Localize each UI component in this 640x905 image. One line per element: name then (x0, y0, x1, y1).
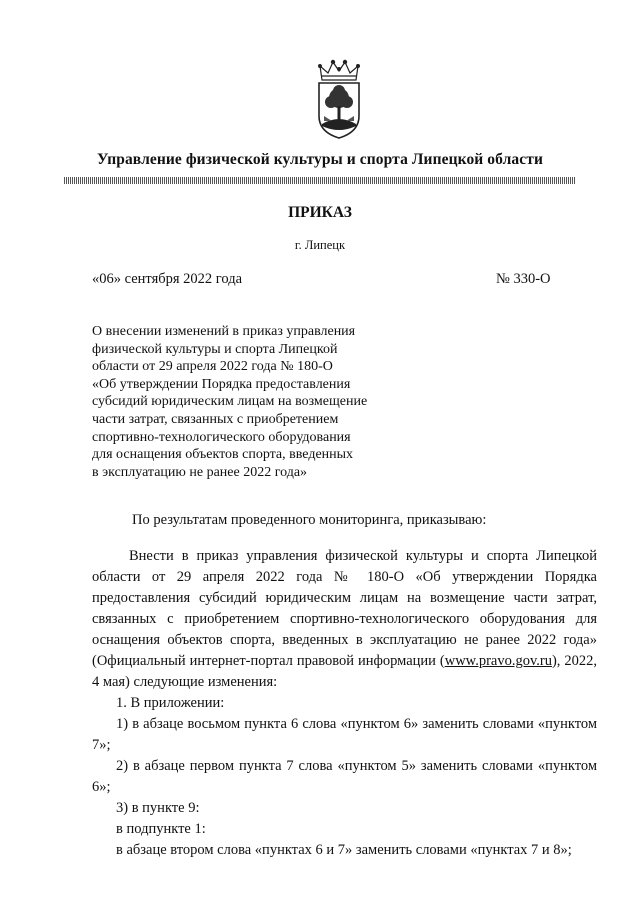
subject-line: области от 29 апреля 2022 года № 180-О (92, 359, 333, 375)
subject-line: субсидий юридическим лицам на возмещение (92, 394, 368, 410)
subject-line: спортивно-технологического оборудования (92, 429, 351, 445)
header-divider (64, 177, 576, 184)
order-number: № 330-О (496, 271, 551, 287)
main-paragraph (92, 546, 597, 693)
subpoint-clause: в подпункте 1: (116, 821, 206, 837)
city: г. Липецк (294, 238, 346, 252)
subpoint-1: 1) в абзаце восьмом пункта 6 слова «пунктом 6» заменить словами «пунктом 7»; (92, 716, 597, 753)
subject-line: для оснащения объектов спорта, введенных (92, 447, 354, 463)
subject-line: части затрат, связанных с приобретением (92, 411, 339, 427)
subject-line: «Об утверждении Порядка предоставления (92, 376, 351, 392)
point-1: 1. В приложении: (116, 695, 225, 711)
subject-line: О внесении изменений в приказ управления (92, 324, 356, 339)
organization-name: Управление физической культуры и спорта Липецкой области (97, 151, 543, 168)
intro-paragraph: По результатам проведенного мониторинга, приказываю: (132, 512, 487, 528)
subpoint-2: 2) в абзаце первом пункта 7 слова «пунктом 5» заменить словами «пунктом 6»; (92, 758, 597, 795)
main-text-after-link: ), 2022, 4 мая) следующие изменения: (92, 653, 597, 690)
document-type: ПРИКАЗ (288, 204, 352, 221)
order-subject (92, 323, 397, 481)
subject-line: в эксплуатацию не ранее 2022 года» (92, 464, 308, 480)
pravo-gov-link[interactable]: www.pravo.gov.ru (444, 653, 552, 669)
last-clause: в абзаце втором слова «пунктах 6 и 7» заменить словами «пунктах 7 и 8»; (116, 842, 572, 858)
main-text-before-link: Внести в приказ управления физической культуры и спорта Липецкой области от 29 апреля 2022 года № 180-О «Об утверждении Порядка предоставления субсидий юридическим лицам на возмещение части затрат, связанных с приобретением спортивно-технологического оборудования для оснащения объектов спорта, введенных в эксплуатацию не ранее 2022 года» (Официальный интернет-портал правовой информации ( (92, 548, 597, 669)
order-body (92, 546, 597, 861)
order-date: «06» сентября 2022 года (92, 271, 243, 287)
subject-line: физической культуры и спорта Липецкой (92, 341, 338, 357)
coat-of-arms-emblem (314, 58, 364, 140)
subpoint-3: 3) в пункте 9: (116, 800, 200, 816)
